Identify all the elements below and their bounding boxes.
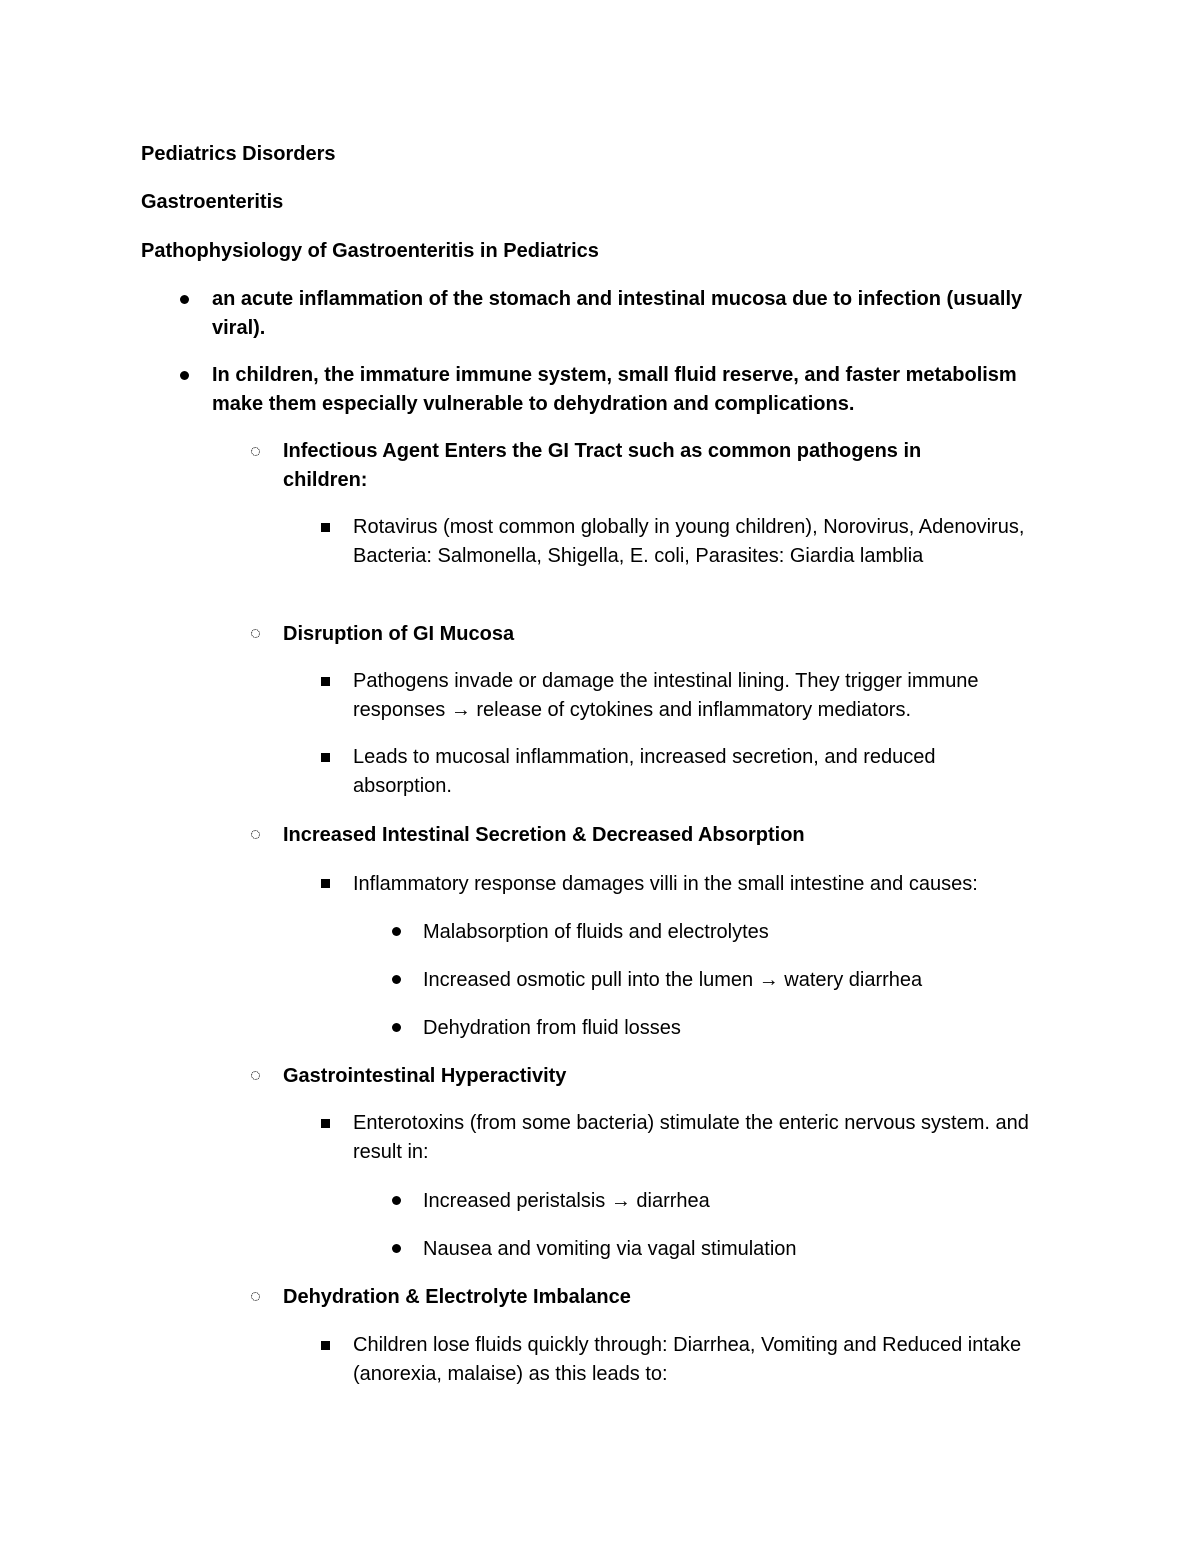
intro-bullet-1: an acute inflammation of the stomach and intestinal mucosa due to infection (usually viral). bbox=[212, 288, 1023, 339]
sub-list-item: Increased peristalsis → diarrhea bbox=[423, 1190, 710, 1212]
subsection-heading: Increased Intestinal Secretion & Decreased Absorption bbox=[283, 824, 805, 846]
square-bullet-icon bbox=[315, 744, 335, 772]
list-item: Leads to mucosal inflammation, increased secretion, and reduced absorption. bbox=[353, 746, 936, 797]
square-bullet-icon bbox=[315, 870, 335, 898]
list-item: Inflammatory response damages villi in the small intestine and causes: bbox=[353, 873, 978, 895]
disc-bullet-icon bbox=[174, 286, 194, 314]
document-title: Pediatrics Disorders bbox=[141, 143, 336, 165]
disc-bullet-icon bbox=[386, 1014, 406, 1042]
square-bullet-icon bbox=[315, 514, 335, 542]
list-item: Enterotoxins (from some bacteria) stimulate the enteric nervous system. and result in: bbox=[353, 1112, 1029, 1163]
list-item: Rotavirus (most common globally in young children), Norovirus, Adenovirus, Bacteria: Salmonella, Shigella, E. coli, Parasites: Giardia lamblia bbox=[353, 516, 1025, 567]
disc-bullet-icon bbox=[386, 966, 406, 994]
circle-bullet-icon bbox=[245, 1283, 265, 1311]
subsection-heading: Gastrointestinal Hyperactivity bbox=[283, 1065, 567, 1087]
square-bullet-icon bbox=[315, 1332, 335, 1360]
disc-bullet-icon bbox=[386, 918, 406, 946]
circle-bullet-icon bbox=[245, 821, 265, 849]
section-heading: Pathophysiology of Gastroenteritis in Pediatrics bbox=[141, 240, 599, 262]
subsection-heading: Infectious Agent Enters the GI Tract such as common pathogens in children: bbox=[283, 440, 922, 491]
list-item: Children lose fluids quickly through: Diarrhea, Vomiting and Reduced intake (anorexia, malaise) as this leads to: bbox=[353, 1334, 1022, 1385]
circle-bullet-icon bbox=[245, 620, 265, 648]
document-subtitle: Gastroenteritis bbox=[141, 191, 284, 213]
square-bullet-icon bbox=[315, 1110, 335, 1138]
intro-bullet-2: In children, the immature immune system, small fluid reserve, and faster metabolism make them especially vulnerable to dehydration and complications. bbox=[212, 364, 1017, 415]
sub-list-item: Nausea and vomiting via vagal stimulation bbox=[423, 1238, 797, 1260]
square-bullet-icon bbox=[315, 668, 335, 696]
circle-bullet-icon bbox=[245, 1062, 265, 1090]
sub-list-item: Dehydration from fluid losses bbox=[423, 1017, 681, 1039]
subsection-heading: Dehydration & Electrolyte Imbalance bbox=[283, 1286, 631, 1308]
circle-bullet-icon bbox=[245, 438, 265, 466]
disc-bullet-icon bbox=[386, 1235, 406, 1263]
disc-bullet-icon bbox=[174, 362, 194, 390]
sub-list-item: Increased osmotic pull into the lumen → watery diarrhea bbox=[423, 969, 923, 991]
list-item: Pathogens invade or damage the intestinal lining. They trigger immune responses → release of cytokines and inflammatory mediators. bbox=[353, 670, 979, 721]
sub-list-item: Malabsorption of fluids and electrolytes bbox=[423, 921, 769, 943]
subsection-heading: Disruption of GI Mucosa bbox=[283, 623, 515, 645]
disc-bullet-icon bbox=[386, 1187, 406, 1215]
